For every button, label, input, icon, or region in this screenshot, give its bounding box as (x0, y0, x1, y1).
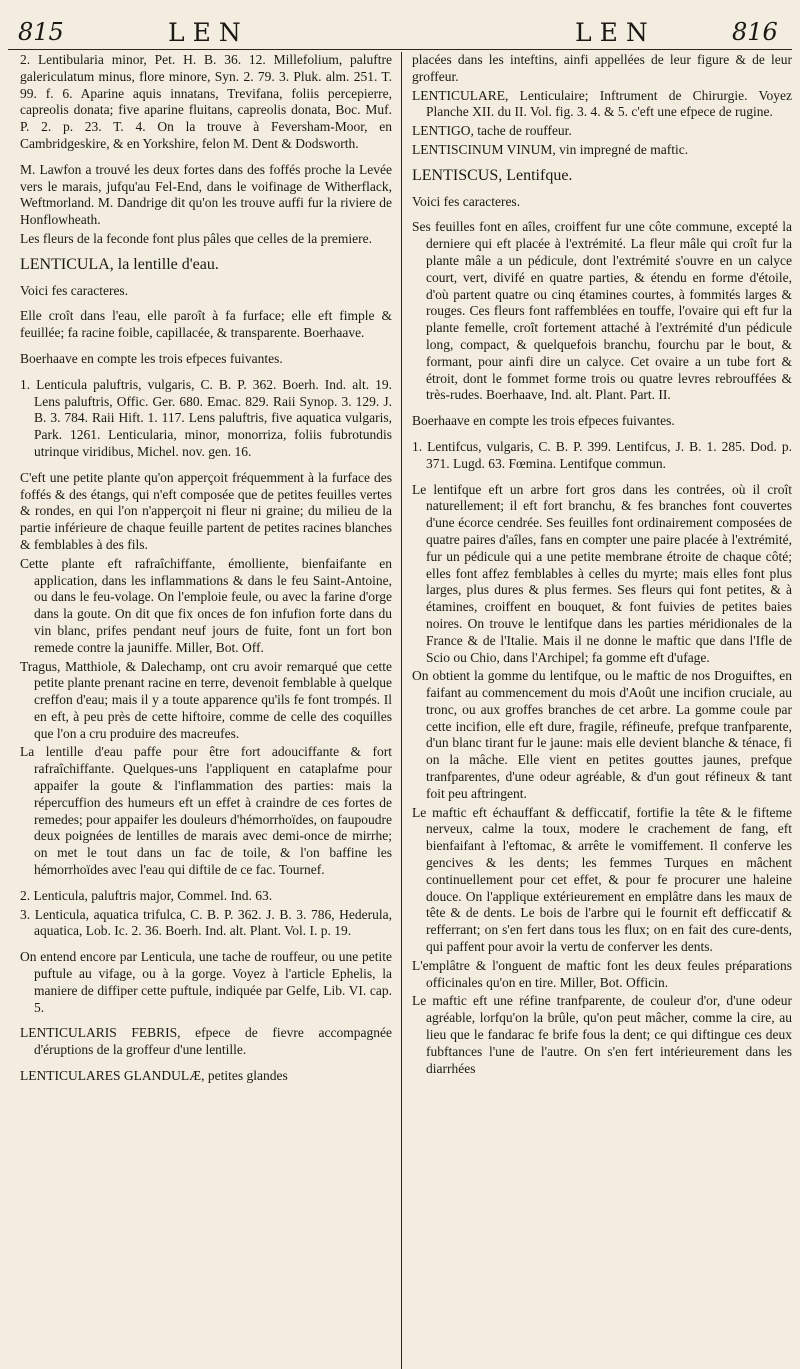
entry-paragraph: Le maftic eft échauffant & defficcatif, fortifie la tête & le fifteme nerveux, calme la toux, modere le crachement de fang, eft bienfaifant à l'eftomac, & arrête le vomiffement. Il conferve les gencives & les dents; les femmes Turques en mâchent continuellement pour cet effet, & pour fe procurer une haleine douce. On l'applique extérieurement en emplâtre dans les maux de tête & de dents. Le bois de l'arbre qui le fournit eft defficcatif & refferrant; on s'en fert dans tous les flux; on en fait des cure-dents, qui paffent pour avoir la vertu de conferver les dents. (412, 804, 792, 955)
entry-paragraph: Les fleurs de la feconde font plus pâles que celles de la premiere. (20, 230, 372, 246)
header-rule (8, 49, 792, 50)
entry-paragraph: On entend encore par Lenticula, une tache de rouffeur, ou une petite puftule au vifage, ou à la gorge. Voyez à l'article Ephelis, la maniere de diffiper cette puftule, indiquée par Gelfe, Lib. VI. cap. 5. (20, 949, 392, 1015)
entry-heading: LENTICULARE, Lenticulaire; Inftrument de Chirurgie. Voyez Planche XII. du II. Vol. fig. 3. 4. & 5. c'eft une efpece de rugine. (412, 87, 792, 120)
right-running-head: LEN (575, 18, 656, 47)
species-paragraph: 3. Lenticula, aquatica trifulca, C. B. P. 362. J. B. 3. 786, Hederula, aquatica, Lob. Ic. 2. 36. Boerh. Ind. alt. Plant. Vol. I. p. 19. (20, 906, 392, 939)
species-paragraph: 2. Lenticula, paluftris major, Commel. Ind. 63. (20, 887, 273, 903)
entry-paragraph: Voici fes caracteres. (412, 193, 521, 209)
species-paragraph: 1. Lenticula paluftris, vulgaris, C. B. P. 362. Boerh. Ind. alt. 19. Lens paluftris, Offic. Ger. 680. Emac. 829. Raii Synop. 3. 129. J. B. 3. 784. Raii Hift. 1. 117. Lens paluftris, five aquatica vulgaris, Park. 1261. Lenticularia, minor, monorriza, foliis fubrotundis utrinque viridibus, Michel. nov. gen. 16. (20, 376, 392, 459)
left-column (20, 52, 392, 1364)
entry-paragraph: Cette plante eft rafraîchiffante, émolliente, bienfaifante en application, dans les inflammations & dans le feu Saint-Antoine, ou dans le feu-volage. On l'emploie feule, ou avec la farine d'orge dans la goute. On dit que fix onces de fon infufion forte dans du vin blanc, prifes pendant neuf jours de fuite, font un fort bon remede contre la jauniffe. Miller, Bot. Off. (20, 555, 392, 655)
column-divider (401, 52, 402, 1369)
entry-paragraph: Elle croît dans l'eau, elle paroît à fa furface; elle eft fimple & feuillée; fa racine foible, capillacée, & transparente. Boerhaave. (20, 308, 392, 341)
entry-paragraph: Le lentifque eft un arbre fort gros dans les contrées, où il croît naturellement; il eft fort branchu, & fes branches font couvertes d'une écorce cendrée. Ses feuilles font ordinairement composées de quatre paires d'aîles, fans en compter une paire placée à l'extrémité, fur un pédicule qui a une petite membrane étroite de chaque côté; elles font affez femblables à celles du myrte; mais elles font plus larges, plus dures & plus fermes. Ses fleurs qui font petites, & à étamines, croiffent en bouquet, & font fuivies de petites baies noires. On trouve le lentifque dans les parties méridionales de la France & de l'Italie. Mais il ne donne le maftic que dans l'Ifle de Scio ou Chio, dans l'Archipel; fa gomme eft d'ufage. (412, 481, 792, 665)
entry-paragraph: 2. Lentibularia minor, Pet. H. B. 36. 12. Millefolium, paluftre galericulatum minus, flore minore, Syn. 2. 79. 3. Pluk. alm. 251. T. 99. f. 6. Aparine aquis innatans, Trevifana, foliis percepierre, capreolis donata; five aparine fluitans, capreolis donata, Boc. Muf. P. 2. p. 23. T. 4. On la trouve à Feversham-Moor, en Cambridgeskire, & en Yorkshire, felon M. Dent & Dodsworth. (20, 52, 392, 151)
right-page-number: 816 (732, 18, 778, 46)
entry-paragraph: placées dans les inteftins, ainfi appellées de leur figure & de leur groffeur. (412, 52, 792, 84)
entry-paragraph: Le maftic eft une réfine tranfparente, de couleur d'or, d'une odeur agréable, lorfqu'on la brûle, qu'on peut mâcher, comme la cire, au lieu que le fandarac fe brife fous la dent; ce qui diftingue ces deux fubftances l'une de l'autre. On s'en fert intérieurement dans les diarrhées (412, 993, 792, 1076)
entry-paragraph: C'eft une petite plante qu'on apperçoit fréquemment à la furface des foffés & des étangs, qui n'eft composée que de petites feuilles vertes & rondes, en qui l'on n'apperçoit ni fleur ni graine; du milieu de la partie inférieure de chaque feuille partent de petites racines blanches & femblables à des fils. (20, 469, 392, 552)
entry-paragraph: Voici fes caracteres. (20, 282, 129, 298)
entry-paragraph: Boerhaave en compte les trois efpeces fuivantes. (412, 413, 675, 429)
left-page-number: 815 (18, 18, 64, 46)
entry-paragraph: L'emplâtre & l'onguent de maftic font les deux feules préparations officinales qu'on en tire. Miller, Bot. Officin. (412, 957, 792, 990)
entry-paragraph: On obtient la gomme du lentifque, ou le maftic de nos Droguiftes, en faifant au commencement du mois d'Août une incifion cruciale, au tronc, ou aux groffes branches de cet arbre. La gomme coule par cette incifion, elle eft dure, fragile, réfineufe, prefque tranfparente, d'un blanc tirant fur le jaune: mais elle devient blanche & ténace, fi on la mâche. Elle vient en petites gouttes jaunes, prefque tranfparentes, d'une odeur agréable, & d'un gout réfineux & tant foit peu aftringent. (412, 668, 792, 801)
entry-paragraph: Ses feuilles font en aîles, croiffent fur une côte commune, excepté la derniere qui eft placée à l'extrémité. La fleur mâle qui croît fur la plante mâle a un pédicule, dont l'extrémité s'ouvre en un calyce court, vert, divifé en quatre parties, & étendu en forme d'étoile, d'où partent quatre ou cinq étamines courtes, à fommités larges & rouges. Ces fleurs font raffemblées en touffe, l'ovaire qui eft fur la plante femelle, croît fortement attaché à l'extrémité d'un pédicule long, compact, & quelquefois branchu, fourchu par le bout, & formant, pour ainfi dire un calyce. Cet ovaire a un tube fort & étroit, dont le fommet forme trois ou quatre levres rebrouffées & très-rudes. Boerhaave, Ind. alt. Plant. Part. II. (412, 219, 792, 403)
right-column (412, 52, 792, 1364)
species-paragraph: 1. Lentifcus, vulgaris, C. B. P. 399. Lentifcus, J. B. 1. 285. Dod. p. 371. Lugd. 63. Fœmina. Lentifque commun. (412, 438, 792, 471)
entry-heading: LENTISCINUM VINUM, vin impregné de maftic. (412, 141, 689, 157)
entry-heading: LENTICULARES GLANDULÆ, petites glandes (20, 1068, 288, 1084)
entry-heading: LENTICULA, la lentille d'eau. (20, 255, 219, 273)
entry-heading: LENTISCUS, Lentifque. (412, 166, 573, 184)
entry-paragraph: Tragus, Matthiole, & Dalechamp, ont cru avoir remarqué que cette petite plante prenant racine en terre, devenoit femblable à quelque creffon d'eau; mais il y a toute apparence qu'ils fe font trompés. Il en eft, à peu près de cette hiftoire, comme de celle des coquilles que l'on a cru produire des macreufes. (20, 658, 392, 741)
entry-paragraph: M. Lawfon a trouvé les deux fortes dans des foffés proche la Levée vers le marais, jufqu'au Fel-End, dans le voifinage de Witherflack, Weftmorland. M. Dandrige dit qu'on les trouve auffi fur la riviere de Honflowheath. (20, 161, 392, 228)
entry-heading: LENTICULARIS FEBRIS, efpece de fievre accompagnée d'éruptions de la groffeur d'une lentille. (20, 1025, 392, 1058)
left-running-head: LEN (168, 18, 249, 47)
entry-paragraph: La lentille d'eau paffe pour être fort adouciffante & fort rafraîchiffante. Quelques-uns l'appliquent en cataplafme pour appaifer la goute & l'inflammation des parties: mais la répercuffion des humeurs eft un effet à craindre de ces fortes de remedes; pour appaifer les douleurs d'hémorrhoïdes, on faupoudre deux poignées de lentilles de marais avec demi-once de mirrhe; on met le tout dans un fac de toile, & l'on baffine les hémorrhoïdes avec l'eau qui diftile de ce fac. Tournef. (20, 744, 392, 878)
entry-heading: LENTIGO, tache de rouffeur. (412, 123, 572, 139)
entry-paragraph: Boerhaave en compte les trois efpeces fuivantes. (20, 350, 283, 366)
